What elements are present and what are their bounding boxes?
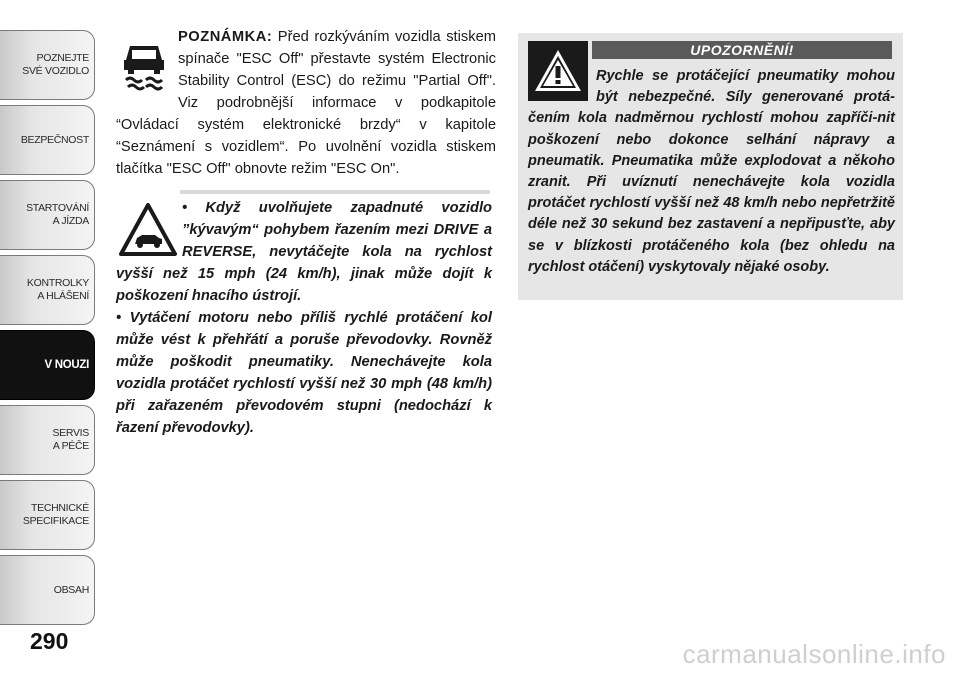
warning-text: Rychle se protáčející pneumatiky mohou být nebezpečné. Síly generované protá-čením kola nadměrnou rychlostí mohou zapříči-nit poškození nebo dokonce selhání nápravy a pneumatik. Pneumatika může explodovat a někoho zranit. Při uvíznutí nenechávejte kola vozidla protáčet rychlostí vyšší než 48 km/h nebo nepřetržitě déle než 30 sekund bez zastavení a nepřipusťte, aby se v blízkosti protáčeného kola (bez ohledu na rychlost otáčení) vyskytovaly nějaké osoby. bbox=[528, 68, 895, 275]
note-body: Před rozkýváním vozidla stiskem spínače "ESC Off" přestavte systém Electronic Stability Control (ESC) do režimu "Partial Off". Viz podrobnější informace v podkapitole “Ovládací systém elektronické brzdy“ v kapitole “Seznámení s vozidlem“. Po uvolnění vozidla stiskem tlačítka "ESC Off" obnovte režim "ESC On". bbox=[116, 29, 496, 177]
tab-startovani-a-jizda[interactable]: STARTOVÁNÍ A JÍZDA bbox=[0, 180, 95, 250]
caution-block bbox=[116, 197, 492, 439]
note-paragraph bbox=[116, 26, 496, 180]
tab-bezpecnost[interactable]: BEZPEČNOST bbox=[0, 105, 95, 175]
tab-v-nouzi[interactable]: V NOUZI bbox=[0, 330, 95, 400]
warning-header: UPOZORNĚNÍ! bbox=[592, 41, 892, 59]
caution-item-1: • Když uvolňujete zapadnuté vozidlo ”kývavým“ pohybem řazením mezi DRIVE a REVERSE, nevytáčejte kola na rychlost vyšší než 15 mph (24 km/h), jinak může dojít k poškození hnacího ústrojí. bbox=[116, 200, 492, 304]
skidding-car-icon bbox=[120, 40, 168, 94]
note-label: POZNÁMKA: bbox=[178, 29, 273, 45]
tab-technicke-specifikace[interactable]: TECHNICKÉ SPECIFIKACE bbox=[0, 480, 95, 550]
tab-obsah[interactable]: OBSAH bbox=[0, 555, 95, 625]
caution-car-triangle-icon bbox=[118, 202, 178, 258]
tab-kontrolky-a-hlaseni[interactable]: KONTROLKY A HLÁŠENÍ bbox=[0, 255, 95, 325]
note-block bbox=[116, 26, 496, 180]
watermark: carmanualsonline.info bbox=[682, 639, 946, 669]
section-divider bbox=[180, 190, 490, 194]
caution-item-2: • Vytáčení motoru nebo příliš rychlé protáčení kol může vést k přehřátí a poruše převodovky. Rovněž může poškodit pneumatiky. Nenechávejte kola vozidla protáčet rychlostí vyšší než 30 mph (48 km/h) při zařazeném převodovém stupni (nedochází k řazení převodovky). bbox=[116, 310, 492, 436]
warning-box bbox=[518, 33, 903, 300]
page-number: 290 bbox=[30, 628, 69, 654]
tab-servis-a-pece[interactable]: SERVIS A PÉČE bbox=[0, 405, 95, 475]
tab-poznejte-sve-vozidlo[interactable]: POZNEJTE SVÉ VOZIDLO bbox=[0, 30, 95, 100]
